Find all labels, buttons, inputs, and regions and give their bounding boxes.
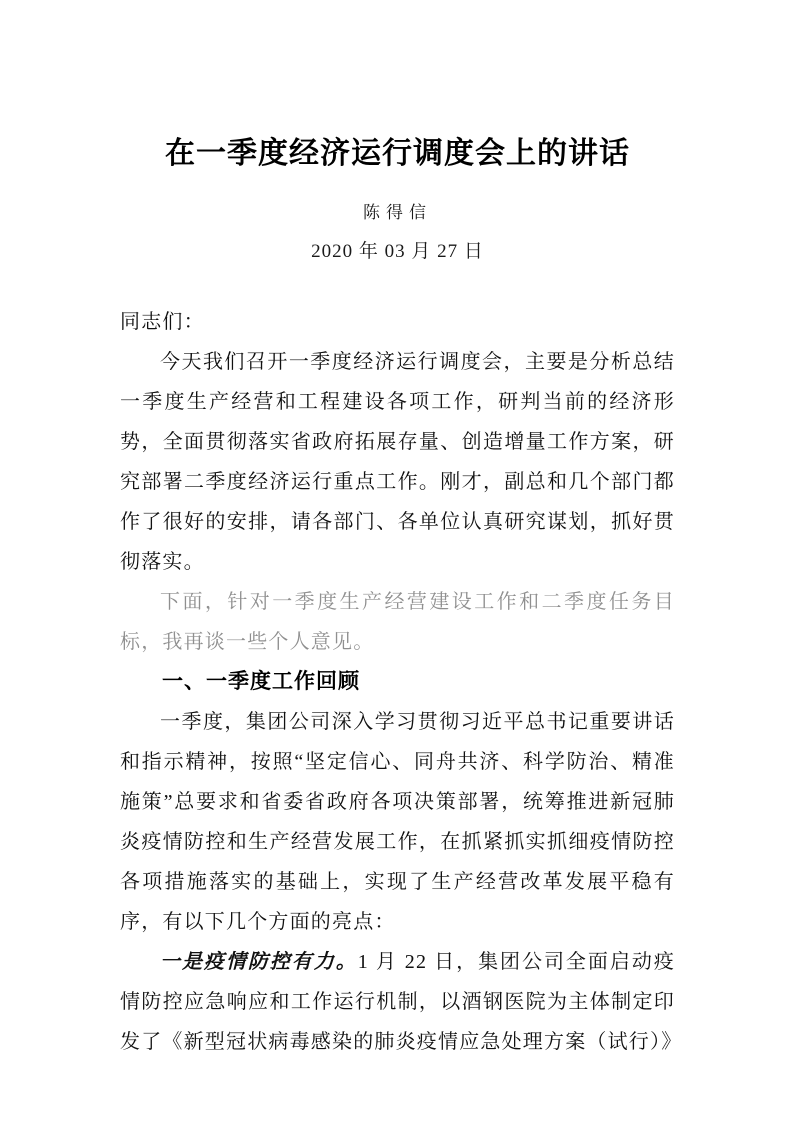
paragraph-epidemic-control <box>120 942 683 1062</box>
document-date: 2020 年 03 月 27 日 <box>311 241 484 262</box>
document-author: 陈得信 <box>363 203 432 222</box>
paragraph-lead-rest: 1 月 22 日，集团公司全面启动疫情防控应急响应和工作运行机制，以酒钢医院为主体制定印发了《新型冠状病毒感染的肺炎疫情应急处理方案（试行）》 <box>120 951 683 1053</box>
paragraph-transition-gray: 下面，针对一季度生产经营建设工作和二季度任务目标，我再谈一些个人意见。 <box>120 591 675 653</box>
section-heading-q1-review: 一、一季度工作回顾 <box>162 670 360 693</box>
salutation: 同志们： <box>120 311 205 333</box>
document-title: 在一季度经济运行调度会上的讲话 <box>165 137 630 170</box>
document-body <box>120 302 683 1062</box>
paragraph-q1-summary: 一季度，集团公司深入学习贯彻习近平总书记重要讲话和指示精神，按照“坚定信心、同舟共济、科学防治、精准施策”总要求和省委省政府各项决策部署，统筹推进新冠肺炎疫情防控和生产经营发展工作，在抓紧抓实抓细疫情防控各项措施落实的基础上，实现了生产经营改革发展平稳有序，有以下几个方面的亮点： <box>120 711 675 933</box>
paragraph-lead-bold: 一是疫情防控有力。 <box>160 951 358 973</box>
paragraph-intro: 今天我们召开一季度经济运行调度会，主要是分析总结一季度生产经营和工程建设各项工作，研判当前的经济形势，全面贯彻落实省政府拓展存量、创造增量工作方案，研究部署二季度经济运行重点工作。刚才，副总和几个部门都作了很好的安排，请各部门、各单位认真研究谋划，抓好贯彻落实。 <box>120 351 675 573</box>
